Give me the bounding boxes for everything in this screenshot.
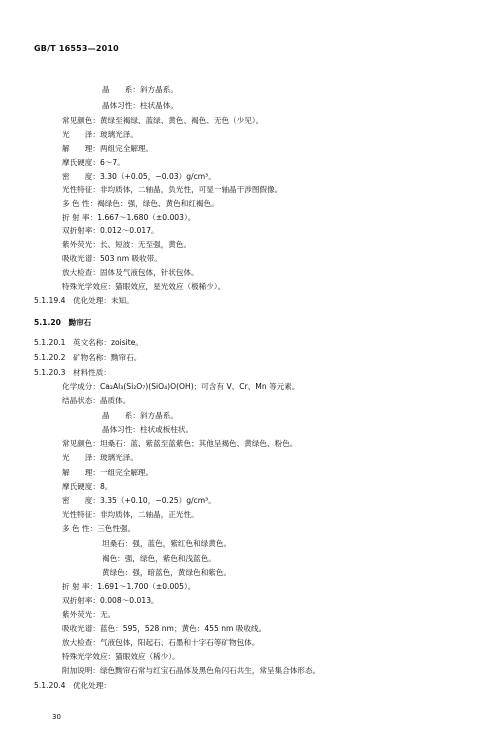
- text-line: 附加说明：绿色黝帘石常与红宝石晶体及黑色角闪石共生，常呈集合体形态。: [62, 666, 321, 675]
- text-line: 紫外荧光：无。: [62, 610, 116, 619]
- text-line: 双折射率：0.008～0.013。: [62, 596, 159, 605]
- text-line: 晶 系：斜方晶系。: [102, 411, 178, 420]
- text-line: 密 度：3.35（+0.10，−0.25）g/cm³。: [62, 496, 216, 505]
- text-line: 坦桑石：强，蓝色，紫红色和绿黄色。: [102, 539, 232, 548]
- text-line: 解 理：一组完全解理。: [62, 468, 154, 477]
- text-line: 黄绿色：强，暗蓝色，黄绿色和紫色。: [102, 568, 232, 577]
- text-line: 结晶状态：晶质体。: [62, 396, 131, 405]
- section-heading: 5.1.19.4 优化处理：未知。: [34, 296, 134, 305]
- text-line: 放大检查：气液包体，阳起石、石墨和十字石等矿物包体。: [62, 638, 260, 647]
- section-heading: 5.1.20.4 优化处理：: [34, 681, 111, 690]
- text-line: 褐色：强，绿色，紫色和浅蓝色。: [102, 554, 216, 563]
- text-line: 晶体习性：柱状晶体。: [102, 101, 178, 110]
- page-number: 30: [52, 713, 61, 721]
- text-line: 吸收光谱：蓝色：595，528 nm；黄色：455 nm 吸收线。: [62, 624, 267, 633]
- text-line: 光 泽：玻璃光泽。: [62, 453, 138, 462]
- text-line: 摩氏硬度：6～7。: [62, 158, 125, 167]
- text-line: 双折射率：0.012～0.017。: [62, 226, 159, 235]
- text-line: 放大检查：固体及气液包体，针状包体。: [62, 268, 199, 277]
- text-line: 解 理：两组完全解理。: [62, 144, 154, 153]
- section-heading: 5.1.20.3 材料性质：: [34, 368, 111, 377]
- text-line: 吸收光谱：503 nm 吸收带。: [62, 254, 162, 263]
- text-line: 紫外荧光：长、短波：无至强，黄色。: [62, 240, 192, 249]
- text-line: 多 色 性：三色性强。: [62, 524, 136, 533]
- text-line: 摩氏硬度：8。: [62, 482, 113, 491]
- text-line: 折 射 率：1.667～1.680（±0.003）。: [62, 213, 196, 222]
- text-line: 晶 系：斜方晶系。: [102, 85, 178, 94]
- text-line: 常见颜色：黄绿至褐绿、蓝绿、黄色、褐色、无色（少见）。: [62, 116, 264, 125]
- text-line: 常见颜色：坦桑石：蓝、紫蓝至蓝紫色；其他呈褐色、黄绿色、粉色。: [62, 439, 298, 448]
- section-heading: 5.1.20 黝帘石: [34, 318, 92, 327]
- text-line: 光性特征：非均质体，二轴晶，正光性。: [62, 510, 199, 519]
- text-line: 多 色 性：褐绿色：强，绿色、黄色和红褐色。: [62, 199, 219, 208]
- section-heading: 5.1.20.2 矿物名称：黝帘石。: [34, 353, 142, 362]
- text-line: 光性特征：非均质体，二轴晶，负光性，可显一轴晶干涉图假像。: [62, 185, 283, 194]
- text-line: 折 射 率：1.691～1.700（±0.005）。: [62, 582, 196, 591]
- text-line: 化学成分：Ca₂Al₃(Si₂O₇)(SiO₄)O(OH)；可含有 V、Cr、Mn 等元素。: [62, 382, 300, 391]
- text-line: 特殊光学效应：猫眼效应（稀少）。: [62, 652, 180, 661]
- text-line: 晶体习性：柱状或板柱状。: [102, 425, 194, 434]
- text-line: 特殊光学效应：猫眼效应，星光效应（极稀少）。: [62, 282, 226, 291]
- text-line: 密 度：3.30（+0.05，−0.03）g/cm³。: [62, 172, 216, 181]
- text-line: 光 泽：玻璃光泽。: [62, 130, 138, 139]
- standard-header: GB/T 16553—2010: [34, 44, 119, 53]
- section-heading: 5.1.20.1 英文名称：zoisite。: [34, 338, 144, 347]
